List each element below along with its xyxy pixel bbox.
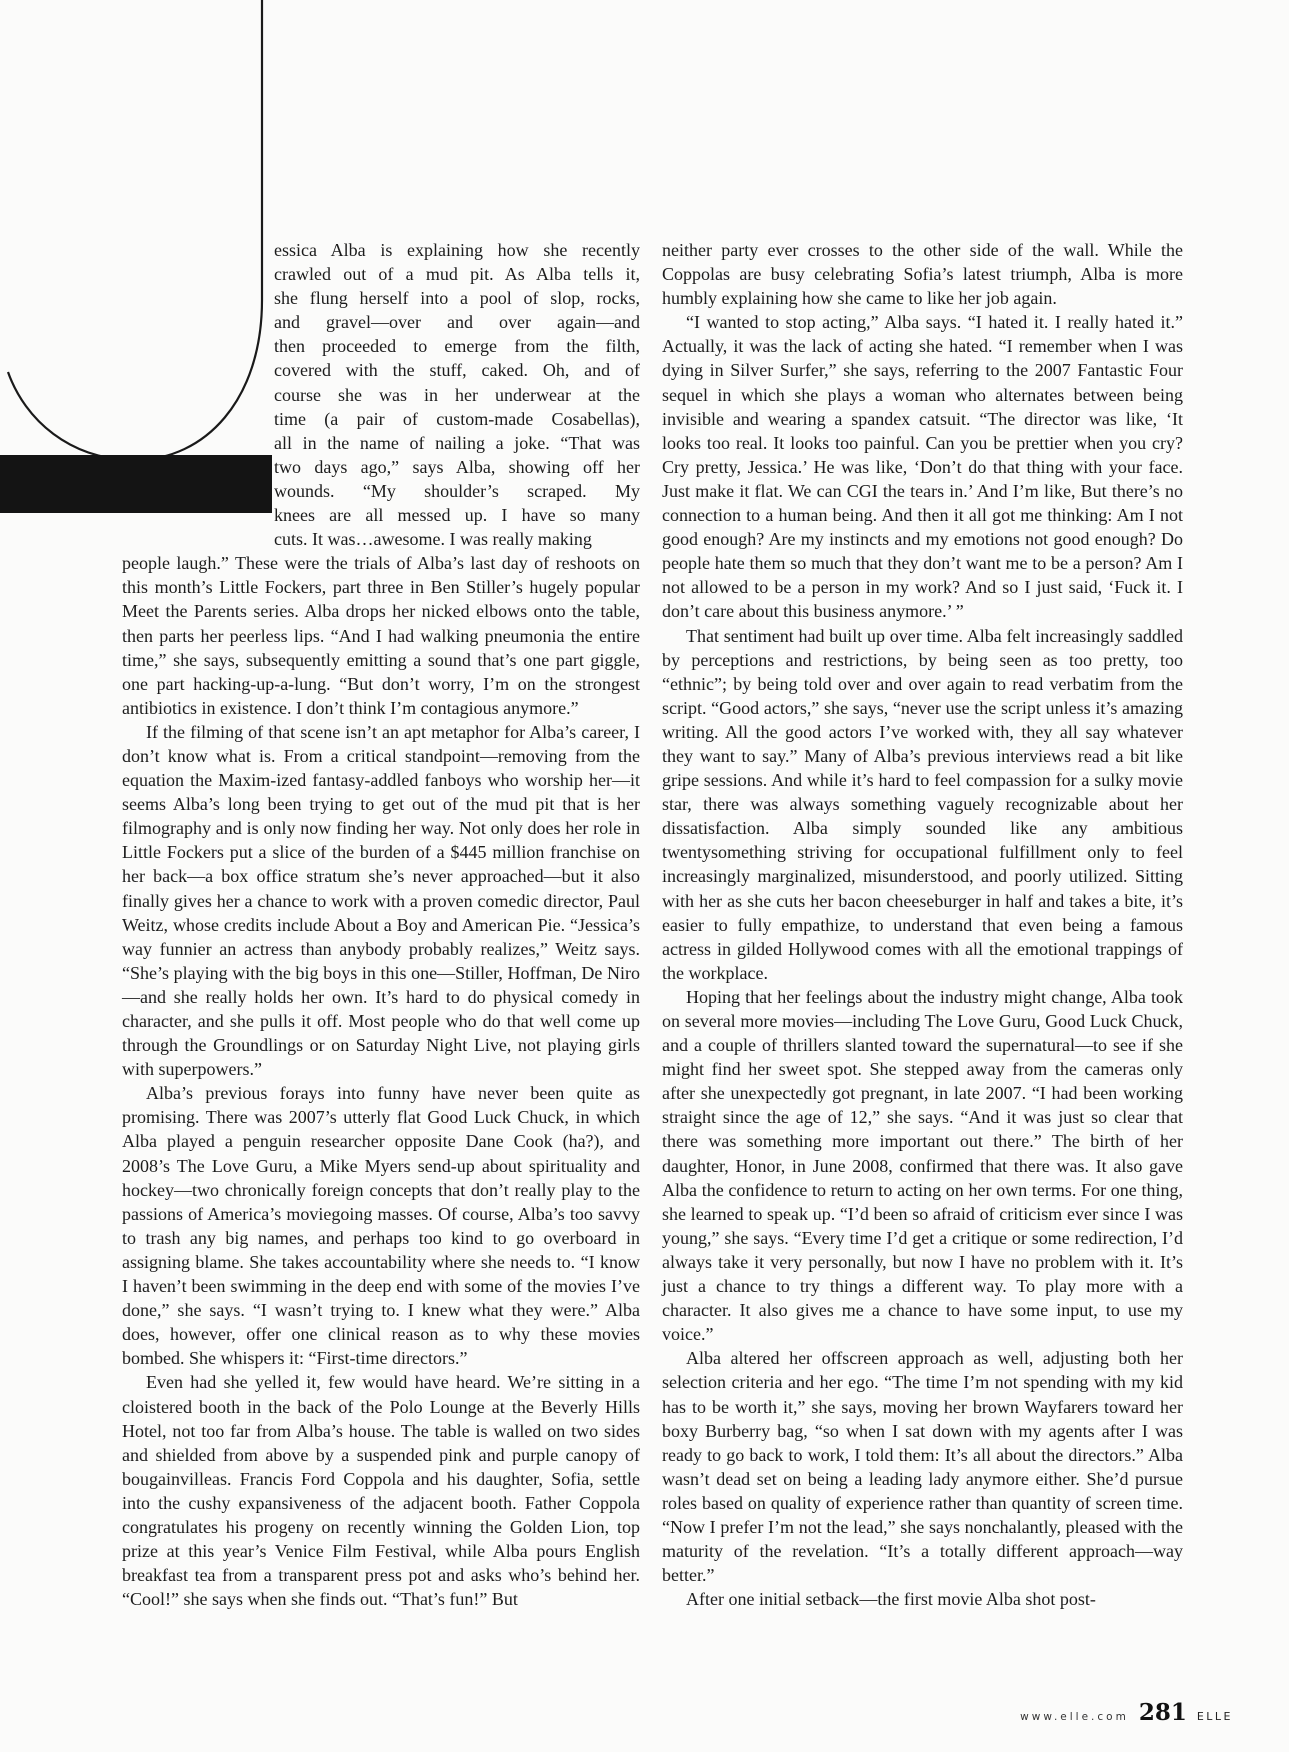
lead-line: cuts. It was…awesome. I was really making bbox=[274, 529, 592, 550]
lead-line: time (a pair of custom-made Cosabellas), bbox=[274, 408, 640, 429]
lead-continuation: people laugh.” These were the trials of Alba’s last day of reshoots on this month’s Little Fockers, part three in Ben Stiller’s hugely popular Meet the Parents series. Alba drops her nicked elbows onto the table, then parts her peerless lips. “And I had walking pneumonia the entire time,” she says, subsequently emitting a sound that’s one part giggle, one part hacking-up-a-lung. “But don’t worry, I’m on the strongest antibiotics in existence. I don’t think I’m contagious anymore.” bbox=[122, 553, 640, 718]
body-paragraph: “I wanted to stop acting,” Alba says. “I hated it. I really hated it.” Actually, it was the lack of acting she hated. “I remember when I was dying in Silver Surfer,” she says, referring to the 2007 Fantastic Four sequel in which she plays a woman who alternates between being invisible and wearing a spandex catsuit. “The director was like, ‘It looks too real. It looks too painful. Can you be prettier when you cry? Cry pretty, Jessica.’ He was like, ‘Don’t do that thing with your face. Just make it flat. We can CGI the tears in.’ And I’m like, But there’s no connection to a human being. And then it all got me thinking: Am I not good enough? Are my instincts and my emotions not good enough? Do people hate them so much that they don’t want me to be a person? Am I not allowed to be a person in my work? And so I just said, ‘Fuck it. I don’t care about this business anymore.’ ” bbox=[662, 312, 1183, 622]
article-column-left bbox=[122, 238, 640, 1611]
lead-line: she flung herself into a pool of slop, rocks, bbox=[274, 288, 640, 309]
lead-line: knees are all messed up. I have so many bbox=[274, 505, 640, 526]
lead-line: two days ago,” says Alba, showing off her bbox=[274, 456, 640, 477]
body-paragraph: Even had she yelled it, few would have heard. We’re sitting in a cloistered booth in the back of the Polo Lounge at the Beverly Hills Hotel, not too far from Alba’s house. The table is walled on two sides and shielded from above by a suspended pink and purple canopy of bougainvilleas. Francis Ford Coppola and his daughter, Sofia, settle into the cushy expansiveness of the adjacent booth. Father Coppola congratulates his progeny on recently winning the Golden Lion, top prize at this year’s Venice Film Festival, while Alba pours English breakfast tea from a transparent press pot and asks who’s behind her. “Cool!” she says when she finds out. “That’s fun!” But bbox=[122, 1372, 640, 1610]
lead-line: course she was in her underwear at the bbox=[274, 384, 640, 405]
body-paragraph: Alba altered her offscreen approach as well, adjusting both her selection criteria and her ego. “The time I’m not spending with my kid has to be worth it,” she says, moving her brown Wayfarers toward her boxy Burberry bag, “so when I sat down with my agents after I was ready to go back to work, I told them: It’s all about the directors.” Alba wasn’t dead set on being a leading lady anymore either. She’d pursue roles based on quality of experience rather than quantity of screen time. “Now I prefer I’m not the lead,” she says nonchalantly, pleased with the maturity of the revelation. “It’s a totally different approach—way better.” bbox=[662, 1348, 1183, 1586]
body-paragraph: Hoping that her feelings about the industry might change, Alba took on several more movies—including The Love Guru, Good Luck Chuck, and a couple of thrillers slanted toward the supernatural—to see if she might find her sweet spot. She stepped away from the cameras only after she unexpectedly got pregnant, in late 2007. “I had been working straight since the age of 12,” she says. “And it was just so clear that there was something more important out there.” The birth of her daughter, Honor, in June 2008, confirmed that there was. It also gave Alba the confidence to return to acting on her own terms. For one thing, she learned to speak up. “I’d been so afraid of criticism ever since I was young,” she says. “Every time I’d get a critique or some redirection, I’d always take it very personally, but now I have no problem with it. It’s just a chance to try things a different way. To play more with a character. It also gives me a chance to have some input, to use my voice.” bbox=[662, 986, 1183, 1345]
lead-line: and gravel—over and over again—and bbox=[274, 312, 640, 333]
magazine-name: ELLE bbox=[1196, 1710, 1233, 1723]
lead-line: wounds. “My shoulder’s scraped. My bbox=[274, 480, 640, 501]
body-paragraph: After one initial setback—the first movie Alba shot post- bbox=[686, 1589, 1096, 1610]
body-paragraph: neither party ever crosses to the other side of the wall. While the Coppolas are busy celebrating Sofia’s latest triumph, Alba is more humbly explaining how she came to like her job again. bbox=[662, 240, 1183, 309]
body-paragraph: If the filming of that scene isn’t an apt metaphor for Alba’s career, I don’t know what is. From a critical standpoint—removing from the equation the Maxim-ized fantasy-addled fanboys who worship her—it seems Alba’s long been trying to get out of the mud pit that is her filmography and is only now finding her way. Not only does her role in Little Fockers put a slice of the burden of a $445 million franchise on her back—a box office stratum she’s never approached—but it also finally gives her a chance to work with a proven comedic director, Paul Weitz, whose credits include About a Boy and American Pie. “Jessica’s way funnier an actress than anybody probably realizes,” Weitz says. “She’s playing with the big boys in this one—Stiller, Hoffman, De Niro—and she really holds her own. It’s hard to do physical comedy in character, and she pulls it off. Most people who do that well come up through the Groundlings or on Saturday Night Live, not playing girls with superpowers.” bbox=[122, 721, 640, 1080]
lead-line: all in the name of nailing a joke. “That was bbox=[274, 432, 640, 453]
footer-url[interactable]: www.elle.com bbox=[1020, 1711, 1129, 1723]
body-paragraph: That sentiment had built up over time. Alba felt increasingly saddled by perceptions and restrictions, by being seen as too pretty, too “ethnic”; by being told over and over again to read verbatim from the script. “Good actors,” she says, “never use the script unless it’s amazing writing. All the good actors I’ve worked with, they all say whatever they want to say.” Many of Alba’s previous interviews read a bit like gripe sessions. And while it’s hard to feel compassion for a sulky movie star, there was always something vaguely recognizable about her dissatisfaction. Alba simply sounded like any ambitious twentysomething striving for occupational fulfillment only to feel increasingly marginalized, misunderstood, and poorly utilized. Sitting with her as she cuts her bacon cheeseburger in half and takes a bite, it’s easier to fully empathize, to understand that even being a famous actress in gilded Hollywood comes with all the emotional trappings of the workplace. bbox=[662, 625, 1183, 983]
lead-line: then proceeded to emerge from the filth, bbox=[274, 336, 640, 357]
lead-line: crawled out of a mud pit. As Alba tells it, bbox=[274, 264, 640, 285]
lead-line: essica Alba is explaining how she recently bbox=[274, 240, 640, 260]
article-column-right bbox=[662, 238, 1183, 1611]
lead-paragraph bbox=[122, 238, 640, 720]
lead-line: covered with the stuff, caked. Oh, and of bbox=[274, 360, 640, 381]
page-footer bbox=[1020, 1699, 1233, 1726]
body-paragraph: Alba’s previous forays into funny have never been quite as promising. There was 2007’s utterly flat Good Luck Chuck, in which Alba played a penguin researcher opposite Dane Cook (ha?), and 2008’s The Love Guru, a Mike Myers send-up about spirituality and hockey—two chronically foreign concepts that don’t really play to the passions of America’s moviegoing masses. Of course, Alba’s too savvy to trash any big names, and perhaps too kind to go overboard in assigning blame. She takes accountability where she needs to. “I know I haven’t been swimming in the deep end with some of the movies I’ve done,” she says. “I wasn’t trying to. I knew what they were.” Alba does, however, offer one clinical reason as to why these movies bombed. She whispers it: “First-time directors.” bbox=[122, 1083, 640, 1369]
lead-indented-lines bbox=[274, 238, 640, 551]
page-number: 281 bbox=[1138, 1699, 1187, 1726]
